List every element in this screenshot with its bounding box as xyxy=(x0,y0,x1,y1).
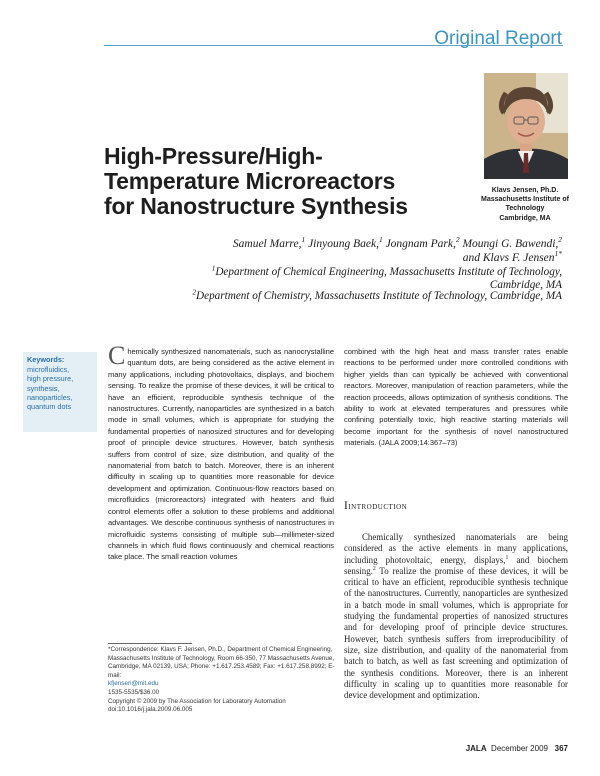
paragraph xyxy=(344,532,568,701)
abstract-text: hemically synthesized nanomaterials, such as nanocrystalline quantum dots, are being considered as the active element in many applications, including photovoltaics, displays, and biochem sensing. To realize the promise of these devices, it will be critical to have an efficient, reproducible synthesis technique of the nanostructures. Currently, nanoparticles are synthesized in a batch mode in small volumes, which is appropriate for studying the fundamental properties of nanosized structures and for developing proof of principle device structures. However, batch synthesis suffers from control of size, size distribution, and quality of the nanomaterial from batch to batch. Moreover, there is an inherent difficulty in scaling up to quantities more reasonable for device development and optimization. Continuous-flow reactors based on microfluidics (microreactors) integrated with heaters and fluid control elements offer a solution to these problems and additional advantages. We describe continuous synthesis of nanostructures in microfluidic systems consisting of multiple sub—millimeter-sized channels in which fluid flows continuously and chemical reactions take place. The small reaction volumes xyxy=(108,347,334,562)
article-title xyxy=(104,144,454,219)
affil-marker: 1 xyxy=(211,264,216,273)
author-name: Jinyoung Baek, xyxy=(305,238,379,250)
author-name: Samuel Marre, xyxy=(232,238,302,250)
caption-line: Massachusetts Institute of xyxy=(481,196,569,204)
correspondence-text: *Correspondence: Klavs F. Jensen, Ph.D., Department of Chemical Engineering, Massachusetts Institute of Technology, Room 66-350, 77 Massachusetts Avenue, Cambridge, MA 02139, USA; Phone: +1.617.253.4589; Fax: +1.617.258.8992; E-mail: xyxy=(108,646,335,679)
keyword: quantum dots xyxy=(27,402,72,412)
keyword: microfluidics, xyxy=(27,365,70,374)
photo-caption xyxy=(466,186,584,223)
doi: doi:10.1016/j.jala.2009.06.005 xyxy=(108,706,193,714)
affiliation-line xyxy=(82,266,562,279)
issue-date: December 2009 xyxy=(491,744,548,753)
affiliation-2 xyxy=(82,290,562,303)
citation: 1 xyxy=(505,554,509,561)
body-text: To realize the promise of these devices, it will be critical to have an efficient, reproducible synthesis technique of the nanostructures. Currently, nanoparticles are synthesized in a batch mode in small volumes, which is appropriate for studying the fundamental properties of nanosized structures and for developing proof of principle device structures. However, batch synthesis suffers from irreproducibility of size, size distribution, and quality of the nanomaterial from batch to batch, as well as fast screening and optimization of the synthesis conditions. Moreover, there is an inherent difficulty in scaling up to quantities more reasonable for device development and optimization. xyxy=(344,565,568,701)
portrait-image xyxy=(484,73,568,179)
author-photo xyxy=(484,73,568,179)
affiliation-1 xyxy=(82,266,562,292)
footnote xyxy=(108,646,336,715)
abstract-text: combined with the high heat and mass transfer rates enable reactions to be performed under more controlled conditions with higher yields than can typically be achieved with conventional reactors. Moreover, manipulation of reaction parameters, while the reaction proceeds, allows optimization of synthesis conditions. The ability to work at elevated temperatures and pressures while confining potentially toxic, high reactive starting materials will become important for the synthesis of novel nanostructured materials. (JALA 2009;14:367–73) xyxy=(344,347,568,448)
keywords-heading: Keywords: xyxy=(27,355,65,364)
author-line xyxy=(142,235,562,252)
affil-marker: 2 xyxy=(558,235,562,245)
journal-name: JALA xyxy=(465,744,487,753)
copyright: Copyright © 2009 by The Association for Laboratory Automation xyxy=(108,697,286,705)
title-line: Temperature Microreactors xyxy=(104,168,396,194)
footnote-rule xyxy=(108,643,192,644)
email-link[interactable]: kfjensen@mit.edu xyxy=(108,680,159,688)
header-rule xyxy=(104,45,563,46)
affiliation-line xyxy=(82,290,562,303)
author-name: and Klavs F. Jensen xyxy=(462,251,555,264)
author-name: Jongnam Park, xyxy=(382,238,456,250)
caption-line: Cambridge, MA xyxy=(499,214,551,222)
affil-marker: 1 xyxy=(301,235,306,245)
affil-marker: 1 xyxy=(378,235,383,245)
affil-marker: 2 xyxy=(192,288,197,297)
heading-initial: I xyxy=(344,500,349,512)
keyword: synthesis, xyxy=(27,383,60,393)
abstract-left-column xyxy=(108,341,334,563)
title-line: High-Pressure/High- xyxy=(104,143,323,169)
keywords-box xyxy=(23,352,97,432)
section-heading-introduction xyxy=(344,500,407,512)
correspondence xyxy=(108,646,336,680)
drop-cap: C xyxy=(108,341,126,370)
body-text: and biochem sensing. xyxy=(344,554,569,576)
body-text: Chemically synthesized nanomaterials are being considered as the active elements in many applications, including photovoltaic, energy, displays, xyxy=(344,532,568,565)
author-line xyxy=(142,248,562,266)
title-line: for Nanostructure Synthesis xyxy=(104,193,408,219)
corresponding-marker: * xyxy=(558,248,562,258)
affil-marker: 1 xyxy=(554,248,559,258)
affiliation-text: Department of Chemical Engineering, Massachusetts Institute of Technology, xyxy=(215,266,562,278)
section-label: Original Report xyxy=(434,28,562,49)
caption-line: Technology xyxy=(505,205,545,213)
affiliation-line: Cambridge, MA xyxy=(489,279,562,291)
keyword: high pressure, xyxy=(27,374,74,384)
page-number: 367 xyxy=(554,744,568,753)
author-name: Moungi G. Bawendi, xyxy=(459,238,559,250)
abstract-right-column xyxy=(344,346,568,449)
heading-rest: introduction xyxy=(348,502,408,512)
citation: 2 xyxy=(372,565,376,572)
affiliation-text: Department of Chemistry, Massachusetts Institute of Technology, Cambridge, MA xyxy=(196,290,562,302)
page-footer xyxy=(466,744,568,753)
issn: 1535-5535/$36.00 xyxy=(108,688,160,696)
affil-marker: 2 xyxy=(455,235,460,245)
introduction-body xyxy=(344,532,568,701)
caption-line: Klavs Jensen, Ph.D. xyxy=(491,187,559,194)
author-list xyxy=(142,235,562,265)
keyword: nanoparticles, xyxy=(27,392,73,402)
